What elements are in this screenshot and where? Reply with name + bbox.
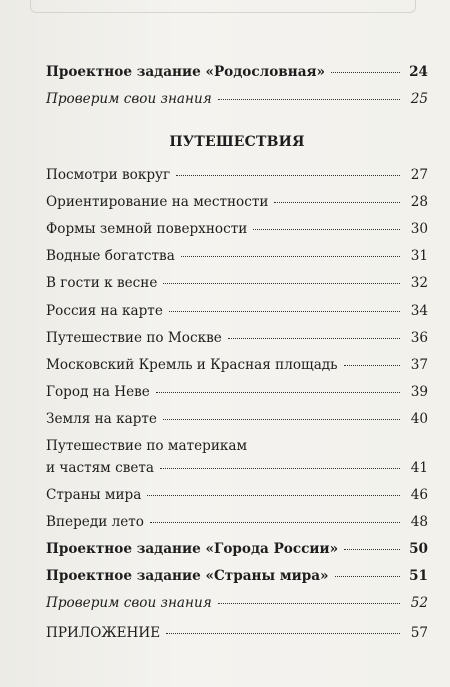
toc-entry-title: Ориентирование на местности [46, 194, 269, 210]
toc-entry-page: 36 [410, 330, 428, 346]
toc-entry-title: Страны мира [46, 487, 142, 503]
toc-entry-title: Город на Неве [46, 384, 150, 400]
toc-entry[interactable] [46, 383, 428, 401]
toc-entry-title: и частям света [46, 460, 155, 476]
dot-leader [344, 548, 400, 550]
toc-entry-page: 48 [410, 514, 428, 530]
dot-leader [169, 310, 400, 312]
dot-leader [150, 521, 400, 523]
dot-leader [163, 282, 400, 284]
toc-entry-page: 34 [410, 303, 428, 319]
dot-leader [218, 98, 400, 100]
toc-entry-title: Земля на карте [46, 411, 157, 427]
section-heading: ПУТЕШЕСТВИЯ [169, 134, 305, 150]
dot-leader [331, 71, 400, 73]
toc-entry-page: 27 [410, 167, 428, 183]
dot-leader [218, 602, 400, 604]
toc-entry-page: 24 [409, 64, 428, 80]
toc-entry-project-countries[interactable] [46, 567, 428, 585]
toc-entry-page: 46 [410, 487, 428, 503]
toc-entry-project-family-tree[interactable] [46, 63, 428, 81]
toc-entry-title: Проектное задание «Города России» [46, 541, 339, 557]
dot-leader [344, 364, 400, 366]
toc-entry-title: Проектное задание «Родословная» [46, 64, 326, 80]
toc-entry[interactable] [46, 329, 428, 347]
dot-leader [166, 632, 400, 634]
toc-entry-page: 25 [410, 91, 428, 107]
toc-entry-title: ПРИЛОЖЕНИЕ [46, 625, 161, 641]
toc-entry-page: 37 [410, 357, 428, 373]
toc-entry-title: Путешествие по Москве [46, 330, 222, 346]
toc-entry-title: Формы земной поверхности [46, 221, 248, 237]
dot-leader [274, 201, 400, 203]
toc-entry-title: В гости к весне [46, 275, 158, 291]
toc-entry-page: 28 [410, 194, 428, 210]
toc-entry-page: 30 [410, 221, 428, 237]
toc-entry[interactable] [46, 410, 428, 428]
toc-entry-title: Водные богатства [46, 248, 175, 264]
toc-entry-check-knowledge-2[interactable] [46, 594, 428, 612]
toc-entry-continents-line1[interactable] [46, 437, 428, 455]
toc-entry-page: 57 [410, 625, 428, 641]
toc-entry[interactable] [46, 166, 428, 184]
dot-leader [160, 467, 400, 469]
dot-leader [253, 228, 400, 230]
toc-entry[interactable] [46, 274, 428, 292]
toc-entry-page: 50 [409, 541, 428, 557]
toc-entry-title: Путешествие по материкам [46, 438, 248, 454]
dot-leader [156, 391, 400, 393]
toc-entry[interactable] [46, 220, 428, 238]
toc-entry-check-knowledge-1[interactable] [46, 90, 428, 108]
toc-entry-title: Проектное задание «Страны мира» [46, 568, 329, 584]
toc-entry-continents-line2[interactable] [46, 459, 428, 477]
toc-entry-title: Россия на карте [46, 303, 163, 319]
toc-entry[interactable] [46, 486, 428, 504]
toc-entry-appendix[interactable] [46, 624, 428, 642]
toc-entry-title: Проверим свои знания [46, 595, 212, 611]
toc-entry-page: 52 [410, 595, 428, 611]
toc-entry-page: 51 [409, 568, 428, 584]
toc-entry[interactable] [46, 513, 428, 531]
dot-leader [181, 255, 400, 257]
dot-leader [163, 418, 400, 420]
toc-entry[interactable] [46, 193, 428, 211]
toc-entry-title: Проверим свои знания [46, 91, 212, 107]
toc-entry-project-cities[interactable] [46, 540, 428, 558]
dot-leader [176, 174, 400, 176]
toc-entry-page: 31 [410, 248, 428, 264]
dot-leader [147, 494, 400, 496]
toc-entry-title: Впереди лето [46, 514, 144, 530]
toc-entry-page: 40 [410, 411, 428, 427]
toc-entry-page: 32 [410, 275, 428, 291]
toc-entry-page: 41 [410, 460, 428, 476]
dot-leader [335, 575, 400, 577]
dot-leader [228, 337, 400, 339]
toc-entry-title: Московский Кремль и Красная площадь [46, 357, 338, 373]
toc-entry[interactable] [46, 356, 428, 374]
page-frame-edge [30, 0, 416, 13]
toc-entry[interactable] [46, 302, 428, 320]
toc-entry-title: Посмотри вокруг [46, 167, 171, 183]
toc-entry-page: 39 [410, 384, 428, 400]
toc-entry[interactable] [46, 247, 428, 265]
